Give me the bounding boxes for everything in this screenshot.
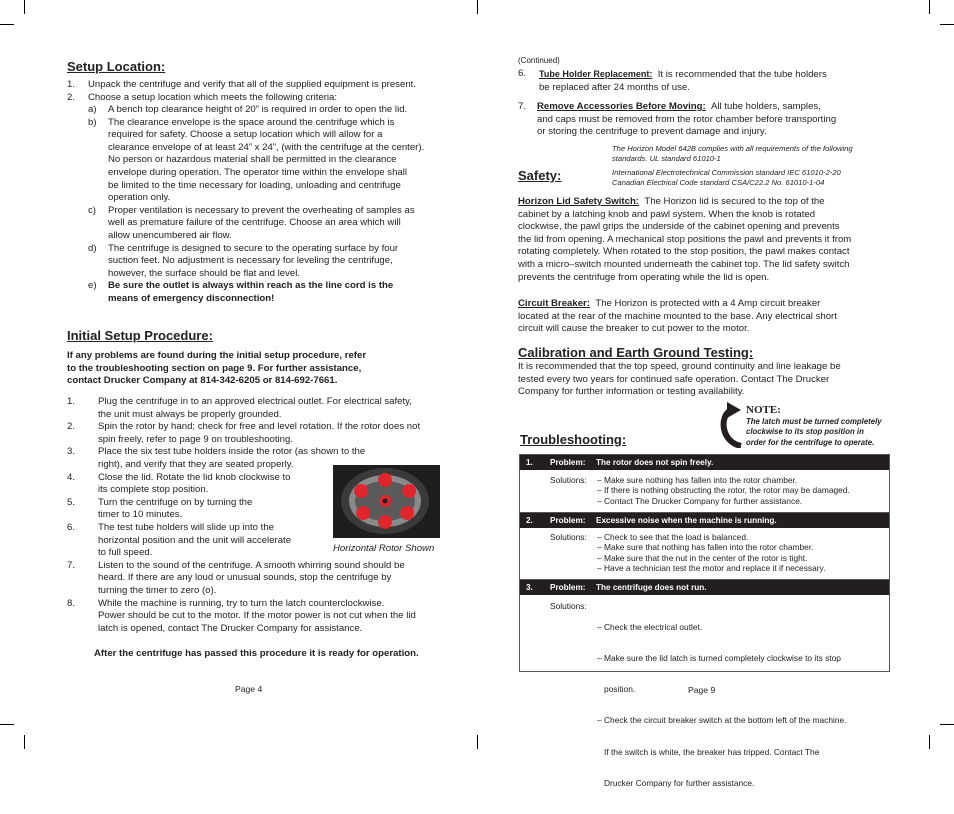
list-item: 3. Place the six test tube holders inside the rotor (as shown to the right), and verify that they are seated properly. [67, 446, 366, 470]
list-item: b) The clearance envelope is the space around the centrifuge which is required for safety. Choose a setup location which will allow for a clearance envelope of at least 24” x 24”, (with the centrifuge at the center). No person or hazardous material shall be permitted in the clearance envelope during operation. The operator time within the envelope shall be limited to the time necessary for loading, unloading and centrifuge operation only. [88, 116, 425, 204]
standards-note: International Electrotechnical Commission standard IEC 61010-2-20 Canadian Electrical Code standard CSA/C22.2 No. 61010-1-04 [612, 168, 841, 187]
safety-heading: Safety: [518, 168, 562, 183]
list-item: 1. Unpack the centrifuge and verify that all of the supplied equipment is present. [67, 79, 416, 90]
page-number-right: Page 9 [688, 685, 716, 695]
note-title: NOTE: [746, 404, 781, 416]
crop-mark [24, 0, 25, 14]
list-item: e) Be sure the outlet is always within reach as the line cord is the means of emergency disconnection! [88, 280, 394, 304]
list-item: d) The centrifuge is designed to secure to the operating surface by four suction feet. No adjustment is necessary for leveling the centrifuge, however, the surface should be flat and level. [88, 242, 399, 279]
curved-arrow-icon [717, 402, 745, 448]
initial-setup-heading: Initial Setup Procedure: [67, 328, 213, 343]
list-item: c) Proper ventilation is necessary to prevent the overheating of samples as well as premature failure of the centrifuge. Choose an area which will allow unencumbered air flow. [88, 204, 415, 241]
crop-mark [477, 0, 478, 14]
crop-mark [929, 0, 930, 14]
solutions-row: Solutions: – Check the electrical outlet. – Make sure the lid latch is turned completely clockwise to its stop position. – Check the circuit breaker switch at the bottom left of the machine. If the switch is white, the breaker has tripped. Contact The Drucker Company for further assistance. [550, 601, 847, 788]
crop-mark [24, 735, 25, 749]
circuit-breaker-paragraph: Circuit Breaker: The Horizon is protected with a 4 Amp circuit breaker located at the rear of the machine mounted to the base. Any electrical short circuit will cause the breaker to cut power to the motor. [518, 298, 837, 335]
note-text: The latch must be turned completely clockwise to its stop position in order for the centrifuge to operate. [746, 417, 882, 447]
list-item: 2. Choose a setup location which meets the following criteria: [67, 91, 338, 103]
troubleshooting-heading: Troubleshooting: [520, 432, 627, 447]
list-item: 6. The test tube holders will slide up into the horizontal position and the unit will accelerate to full speed. [67, 521, 292, 559]
list-item: 5. Turn the centrifuge on by turning the timer to 10 minutes. [67, 496, 253, 521]
calibration-heading: Calibration and Earth Ground Testing: [518, 345, 754, 360]
crop-mark [0, 24, 14, 25]
solutions-row: Solutions: – Make sure nothing has fallen into the rotor chamber. – If there is nothing obstructing the rotor, the rotor may be damaged. – Contact The Drucker Company for further assistance. [520, 470, 889, 513]
item-7: 7. Remove Accessories Before Moving: All tube holders, samples, and caps must be removed from the rotor chamber before transporting or storing the centrifuge to prevent damage and injury. [518, 101, 837, 138]
list-item: 7. Listen to the sound of the centrifuge. A smooth whirring sound should be heard. If there are any loud or unusual sounds, stop the centrifuge by turning the timer to zero (o). [67, 559, 405, 596]
closing-statement: After the centrifuge has passed this procedure it is ready for operation. [94, 648, 419, 659]
rotor-photo [333, 465, 440, 538]
initial-setup-intro: If any problems are found during the initial setup procedure, refer to the troubleshooting section on page 9. For further assistance, contact Drucker Company at 814-342-6205 or 814-692-7661. [67, 350, 367, 387]
continued-label: (Continued) [518, 56, 560, 65]
list-item: a) A bench top clearance height of 20” is required in order to open the lid. [88, 104, 408, 115]
solutions-row: Solutions: – Check to see that the load is balanced. – Make sure that nothing has fallen into the rotor chamber. – Make sure that the nut in the center of the rotor is tight. – Have a technician test the motor and replace it if necessary. [520, 528, 889, 580]
page-number-left: Page 4 [235, 684, 263, 694]
rotor-photo-icon [333, 465, 440, 538]
list-item: 8. While the machine is running, try to turn the latch counterclockwise. Power should be cut to the motor. If the motor power is not cut when the lid latch is opened, contact The Drucker Company for assistance. [67, 597, 416, 634]
calibration-paragraph: It is recommended that the top speed, ground continuity and line leakage be tested every two years for continued safe operation. Contact The Drucker Company for further information or testing availability. [518, 361, 841, 398]
lid-safety-paragraph: Horizon Lid Safety Switch: The Horizon lid is secured to the top of the cabinet by a latching knob and pawl system. When the knob is rotated clockwise, the pawl grips the underside of the cabinet opening and prevents the lid from opening. A mechanical stop positions the pawl and prevents it from rotating completely. When rotated to the stop position, the pawl makes contact with a micro–switch mounted underneath the cabinet top. The lid safety switch prevents the centrifuge from operating while the lid is open. [518, 196, 852, 283]
crop-mark [940, 24, 954, 25]
list-item: 1. Plug the centrifuge in to an approved electrical outlet. For electrical safety, the unit must always be properly grounded. [67, 396, 412, 420]
crop-mark [929, 735, 930, 749]
compliance-note: The Horizon Model 642B complies with all requirements of the following standards. UL standard 61010-1 [612, 144, 853, 163]
setup-location-list [67, 79, 467, 104]
list-item: 4. Close the lid. Rotate the lid knob clockwise to its complete stop position. [67, 471, 291, 496]
problem-row: 3. Problem: The centrifuge does not run. [520, 580, 889, 595]
list-item: 2. Spin the rotor by hand; check for free and level rotation. If the rotor does not spin freely, refer to page 9 on troubleshooting. [67, 421, 421, 445]
setup-location-heading: Setup Location: [67, 59, 166, 74]
rotor-caption: Horizontal Rotor Shown [333, 543, 435, 554]
crop-mark [940, 724, 954, 725]
problem-row: 1. Problem: The rotor does not spin freely. [520, 455, 889, 470]
crop-mark [0, 724, 14, 725]
crop-mark [477, 735, 478, 749]
item-6: 6. Tube Holder Replacement: It is recommended that the tube holders be replaced after 24 months of use. [518, 68, 827, 93]
criteria-list [88, 104, 458, 306]
problem-row: 2. Problem: Excessive noise when the machine is running. [520, 513, 889, 528]
